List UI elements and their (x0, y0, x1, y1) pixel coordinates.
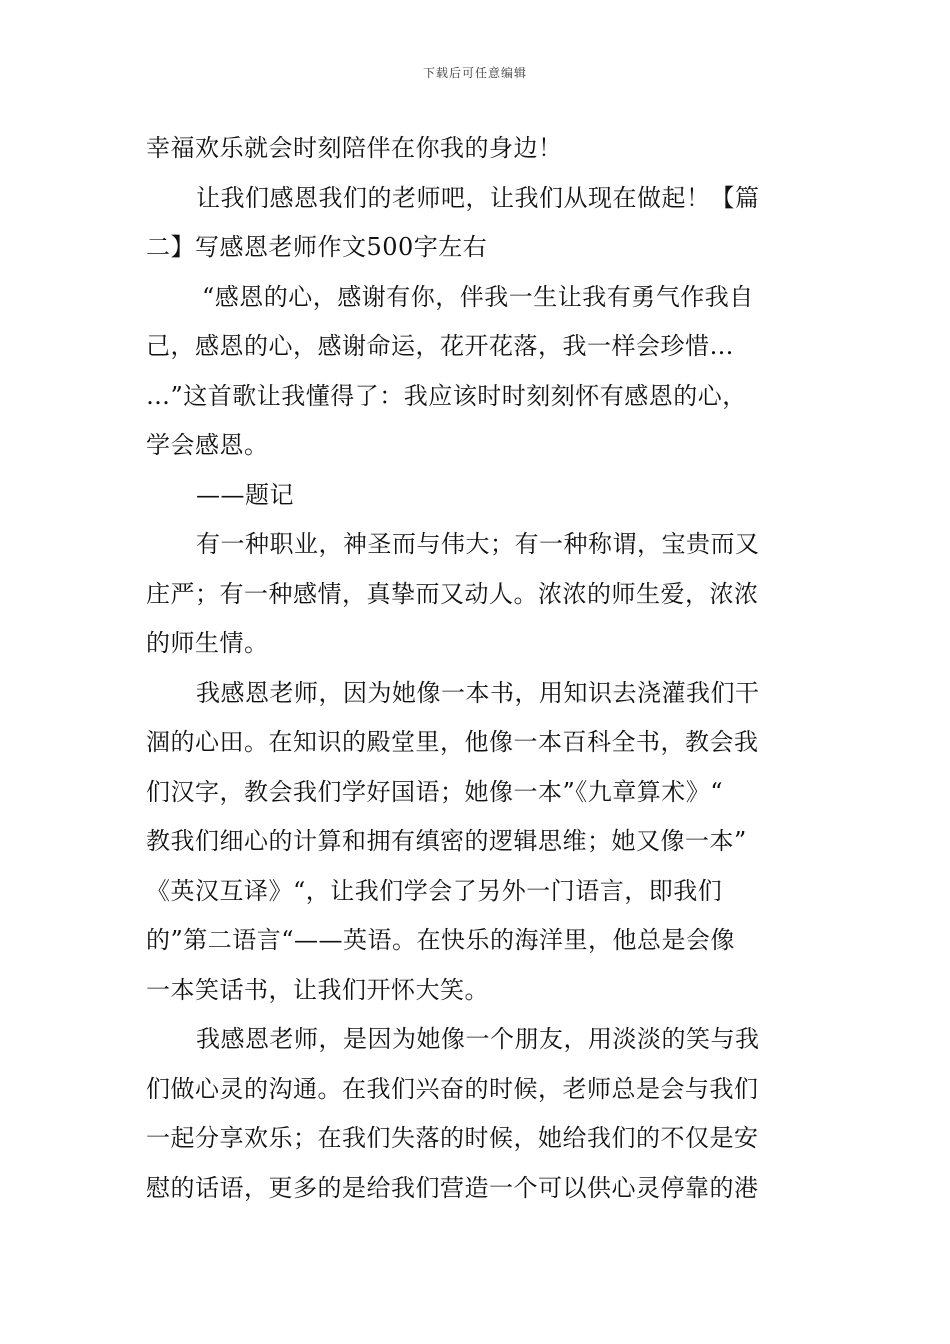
text-line: 学会感恩。 (146, 431, 269, 459)
text-line: …”这首歌让我懂得了：我应该时时刻刻怀有感恩的心， (146, 381, 747, 410)
text-line: 们汉字，教会我们学好国语；她像一本”《九章算术》“ (146, 777, 724, 806)
text-line: 幸福欢乐就会时刻陪伴在你我的身边！ (146, 134, 563, 162)
text-line: 有一种职业，神圣而与伟大；有一种称谓，宝贵而又 (196, 530, 760, 558)
text-line: 慰的话语，更多的是给我们营造一个可以供心灵停靠的港 (146, 1173, 759, 1202)
document-body (146, 124, 808, 1213)
text-line: “感恩的心，感谢有你，伴我一生让我有勇气作我自 (202, 282, 754, 311)
text-line: ——题记 (196, 480, 294, 509)
text-line: 教我们细心的计算和拥有缜密的逻辑思维；她又像一本” (146, 827, 747, 855)
page-header-note: 下载后可任意编辑 (422, 66, 527, 80)
text-line: 庄严；有一种感情，真挚而又动人。浓浓的师生爱，浓浓 (146, 579, 759, 608)
text-line: 涸的心田。在知识的殿堂里，他像一本百科全书，教会我 (146, 728, 759, 756)
text-line: 《英汉互译》“，让我们学会了另外一门语言，即我们 (146, 876, 723, 905)
text-line: 二】写感恩老师作文500字左右 (146, 233, 488, 261)
text-line: 让我们感恩我们的老师吧，让我们从现在做起！【篇 (196, 183, 760, 212)
text-line: 一本笑话书，让我们开怀大笑。 (146, 975, 489, 1004)
text-line: 我感恩老师，因为她像一本书，用知识去浇灌我们干 (196, 678, 760, 707)
text-line: 己，感恩的心，感谢命运，花开花落，我一样会珍惜… (146, 332, 734, 360)
text-line: 的”第二语言“——英语。在快乐的海洋里，他总是会像 (146, 926, 736, 954)
text-line: 一起分享欢乐；在我们失落的时候，她给我们的不仅是安 (146, 1124, 759, 1152)
text-line: 的师生情。 (146, 629, 269, 657)
text-line: 我感恩老师，是因为她像一个朋友，用淡淡的笑与我 (196, 1025, 760, 1053)
text-line: 们做心灵的沟通。在我们兴奋的时候，老师总是会与我们 (146, 1074, 759, 1103)
